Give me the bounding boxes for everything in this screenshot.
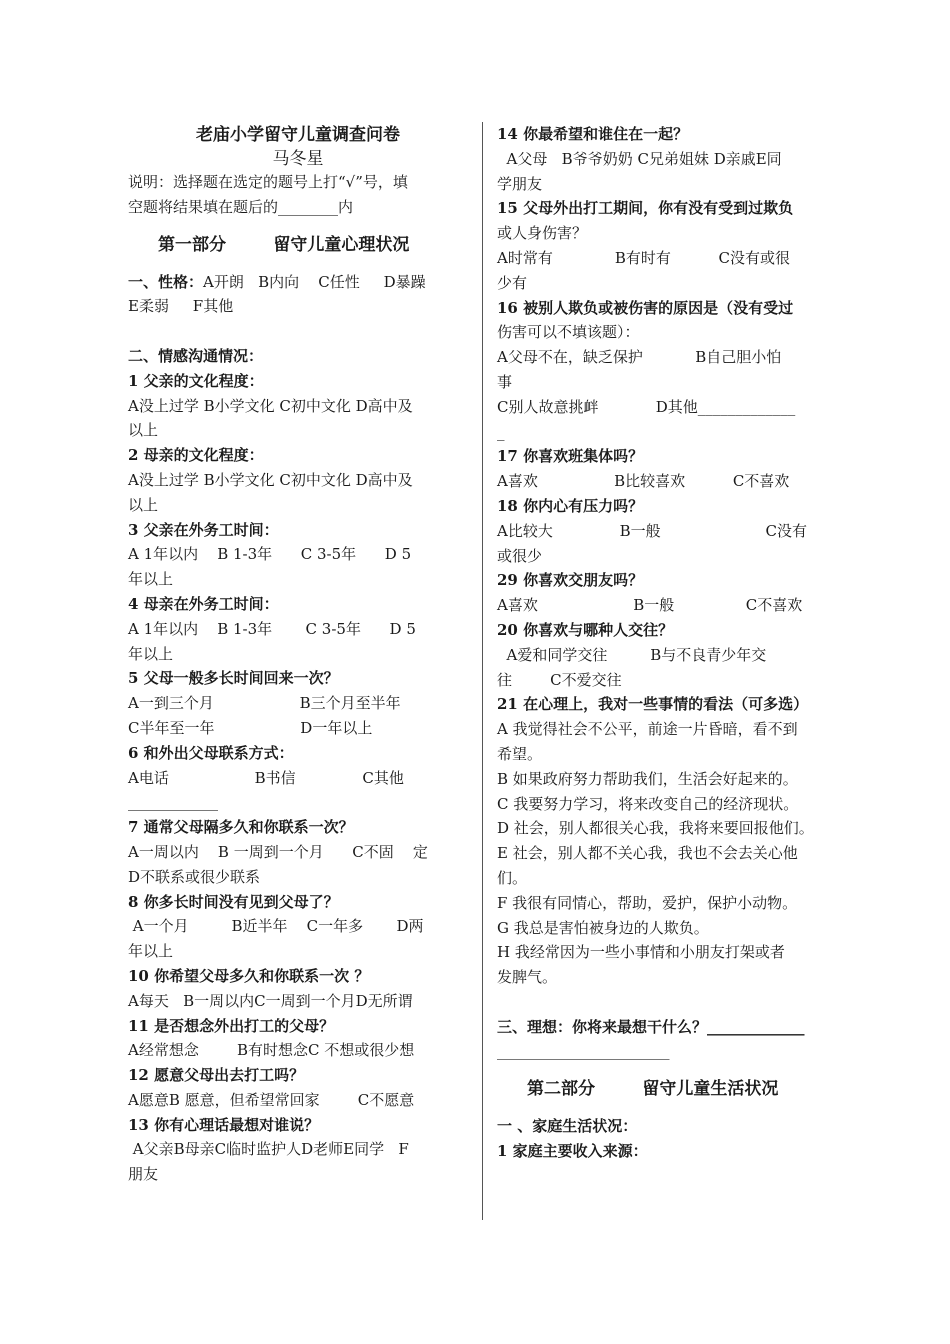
question-heading: 三、理想：你将来最想干什么？_____________ (497, 1017, 805, 1036)
question-text: A喜欢 B一般 C不喜欢 (497, 596, 803, 615)
question-text: A没上过学 B小学文化 C初中文化 D高中及 (128, 470, 413, 489)
question-text: 或人身伤害？ (497, 224, 588, 243)
question-heading: 20 你喜欢与哪种人交往？ (497, 620, 674, 639)
question-text: C 我要努力学习，将来改变自己的经济现状。 (497, 794, 799, 813)
question-text: 年以上 (128, 942, 174, 961)
question-heading: 15 父母外出打工期间，你有没有受到过欺负 (497, 199, 794, 218)
question-heading: 13 你有心理话最想对谁说？ (128, 1115, 320, 1134)
question-heading: 12 愿意父母出去打工吗？ (128, 1066, 305, 1085)
question-text: 往 C不爱交往 (497, 670, 622, 689)
instructions-line: 说明：选择题在选定的题号上打“√”号，填 (128, 173, 408, 191)
question-text: B 如果政府努力帮助我们，生活会好起来的。 (497, 769, 798, 788)
question-heading: 5 父母一般多长时间回来一次？ (128, 669, 339, 688)
question-text: 年以上 (128, 644, 174, 663)
question-text: 事 (497, 372, 513, 391)
question-text: 发脾气。 (497, 968, 558, 987)
question-text: H 我经常因为一些小事情和小朋友打架或者 (497, 943, 785, 962)
question-heading: 11 是否想念外出打工的父母？ (128, 1016, 335, 1035)
question-heading: 17 你喜欢班集体吗？ (497, 447, 644, 466)
question-heading: 21 在心理上，我对一些事情的看法（可多选） (497, 695, 809, 714)
question-heading: 二、情感沟通情况： (128, 346, 264, 365)
question-heading: 14 你最希望和谁住在一起？ (497, 125, 689, 143)
question-heading: 1 父亲的文化程度： (128, 371, 264, 390)
page-title: 老庙小学留守儿童调查问卷 (196, 125, 400, 145)
left-column (128, 122, 468, 1187)
question-text: 年以上 (128, 570, 174, 589)
question-text: D不联系或很少联系 (128, 867, 261, 886)
question-text: A爱和同学交往 B与不良青少年交 (497, 645, 767, 664)
part1-heading: 第一部分 留守儿童心理状况 (158, 234, 410, 255)
question-text: 朋友 (128, 1165, 159, 1184)
section-label: 一、性格： (128, 272, 204, 291)
personality-options: A开朗 B内向 C任性 D暴躁 (203, 272, 426, 291)
question-text: A父母不在，缺乏保护 B自己胆小怕 (497, 348, 782, 367)
question-text: A父亲B母亲C临时监护人D老师E同学 F (128, 1140, 409, 1159)
question-text: A每天 B一周以内C一周到一个月D无所谓 (128, 991, 413, 1010)
left-question-list (128, 270, 468, 1187)
question-text: A一个月 B近半年 C一年多 D两 (128, 917, 424, 936)
question-heading: 29 你喜欢交朋友吗？ (497, 571, 644, 590)
question-text: 以上 (128, 495, 159, 514)
question-text: A电话 B书信 C其他 (128, 768, 404, 787)
author-name: 马冬星 (272, 149, 324, 169)
blank-line (128, 319, 468, 344)
question-text: 以上 (128, 421, 159, 440)
question-heading: 1 家庭主要收入来源： (497, 1142, 648, 1161)
question-heading: 16 被别人欺负或被伤害的原因是（没有受过 (497, 298, 794, 317)
part2-heading: 第二部分 留守儿童生活状况 (527, 1079, 779, 1100)
question-text: A 1年以内 B 1-3年 C 3-5年 D 5 (128, 545, 412, 564)
question-heading: 4 母亲在外务工时间： (128, 594, 279, 613)
question-text: E 社会，别人都不关心我，我也不会去关心他 (497, 844, 798, 863)
question-text: A父母 B爷爷奶奶 C兄弟姐妹 D亲戚E同 (497, 149, 782, 168)
question-heading: 18 你内心有压力吗？ (497, 496, 644, 515)
question-heading: 一 、家庭生活状况： (497, 1117, 638, 1136)
question-heading: 7 通常父母隔多久和你联系一次？ (128, 818, 354, 837)
question-text: 们。 (497, 868, 528, 887)
column-divider (482, 122, 483, 1220)
question-text: A没上过学 B小学文化 C初中文化 D高中及 (128, 396, 413, 415)
question-text: C半年至一年 D一年以上 (128, 718, 373, 737)
question-heading: 3 父亲在外务工时间： (128, 520, 279, 539)
family-life-section (497, 1114, 837, 1164)
question-heading: 10 你希望父母多久和你联系一次 ？ (128, 966, 370, 985)
question-text: A愿意B 愿意，但希望常回家 C不愿意 (128, 1090, 415, 1109)
question-text: G 我总是害怕被身边的人欺负。 (497, 918, 709, 937)
question-text: A喜欢 B比较喜欢 C不喜欢 (497, 472, 790, 491)
question-text: 少有 (497, 273, 528, 292)
question-text: D 社会，别人都很关心我，我将来要回报他们。 (497, 819, 814, 838)
question-text: A一到三个月 B三个月至半年 (128, 694, 401, 713)
question-heading: 2 母亲的文化程度： (128, 446, 264, 465)
question-text: A一周以内 B 一周到一个月 C不固 定 (128, 842, 428, 861)
question-text: A时常有 B有时有 C没有或很 (497, 248, 790, 267)
right-question-list (497, 122, 837, 1064)
question-text: A比较大 B一般 C没有 (497, 521, 807, 540)
blank-line (497, 990, 837, 1015)
question-text: C别人故意挑衅 D其他_____________ (497, 397, 796, 416)
question-text: 学朋友 (497, 174, 543, 193)
question-heading: 8 你多长时间没有见到父母了？ (128, 892, 339, 911)
question-text: E柔弱 F其他 (128, 297, 234, 316)
instructions-line: 空题将结果填在题后的________内 (128, 197, 354, 216)
question-text: 希望。 (497, 744, 543, 763)
question-text: A 我觉得社会不公平，前途一片昏暗，看不到 (497, 720, 798, 739)
question-text: 或很少 (497, 546, 543, 565)
question-text: _______________________ (497, 1042, 670, 1061)
question-text: ____________ (128, 793, 218, 812)
question-heading (128, 270, 468, 295)
question-text: F 我很有同情心，帮助，爱护，保护小动物。 (497, 893, 798, 912)
right-column (497, 122, 837, 1164)
question-heading: 6 和外出父母联系方式： (128, 743, 294, 762)
question-text: A 1年以内 B 1-3年 C 3-5年 D 5 (128, 619, 416, 638)
question-text: A经常想念 B有时想念C 不想或很少想 (128, 1041, 415, 1060)
question-text: 伤害可以不填该题）： (497, 323, 640, 342)
question-text: _ (497, 422, 505, 441)
